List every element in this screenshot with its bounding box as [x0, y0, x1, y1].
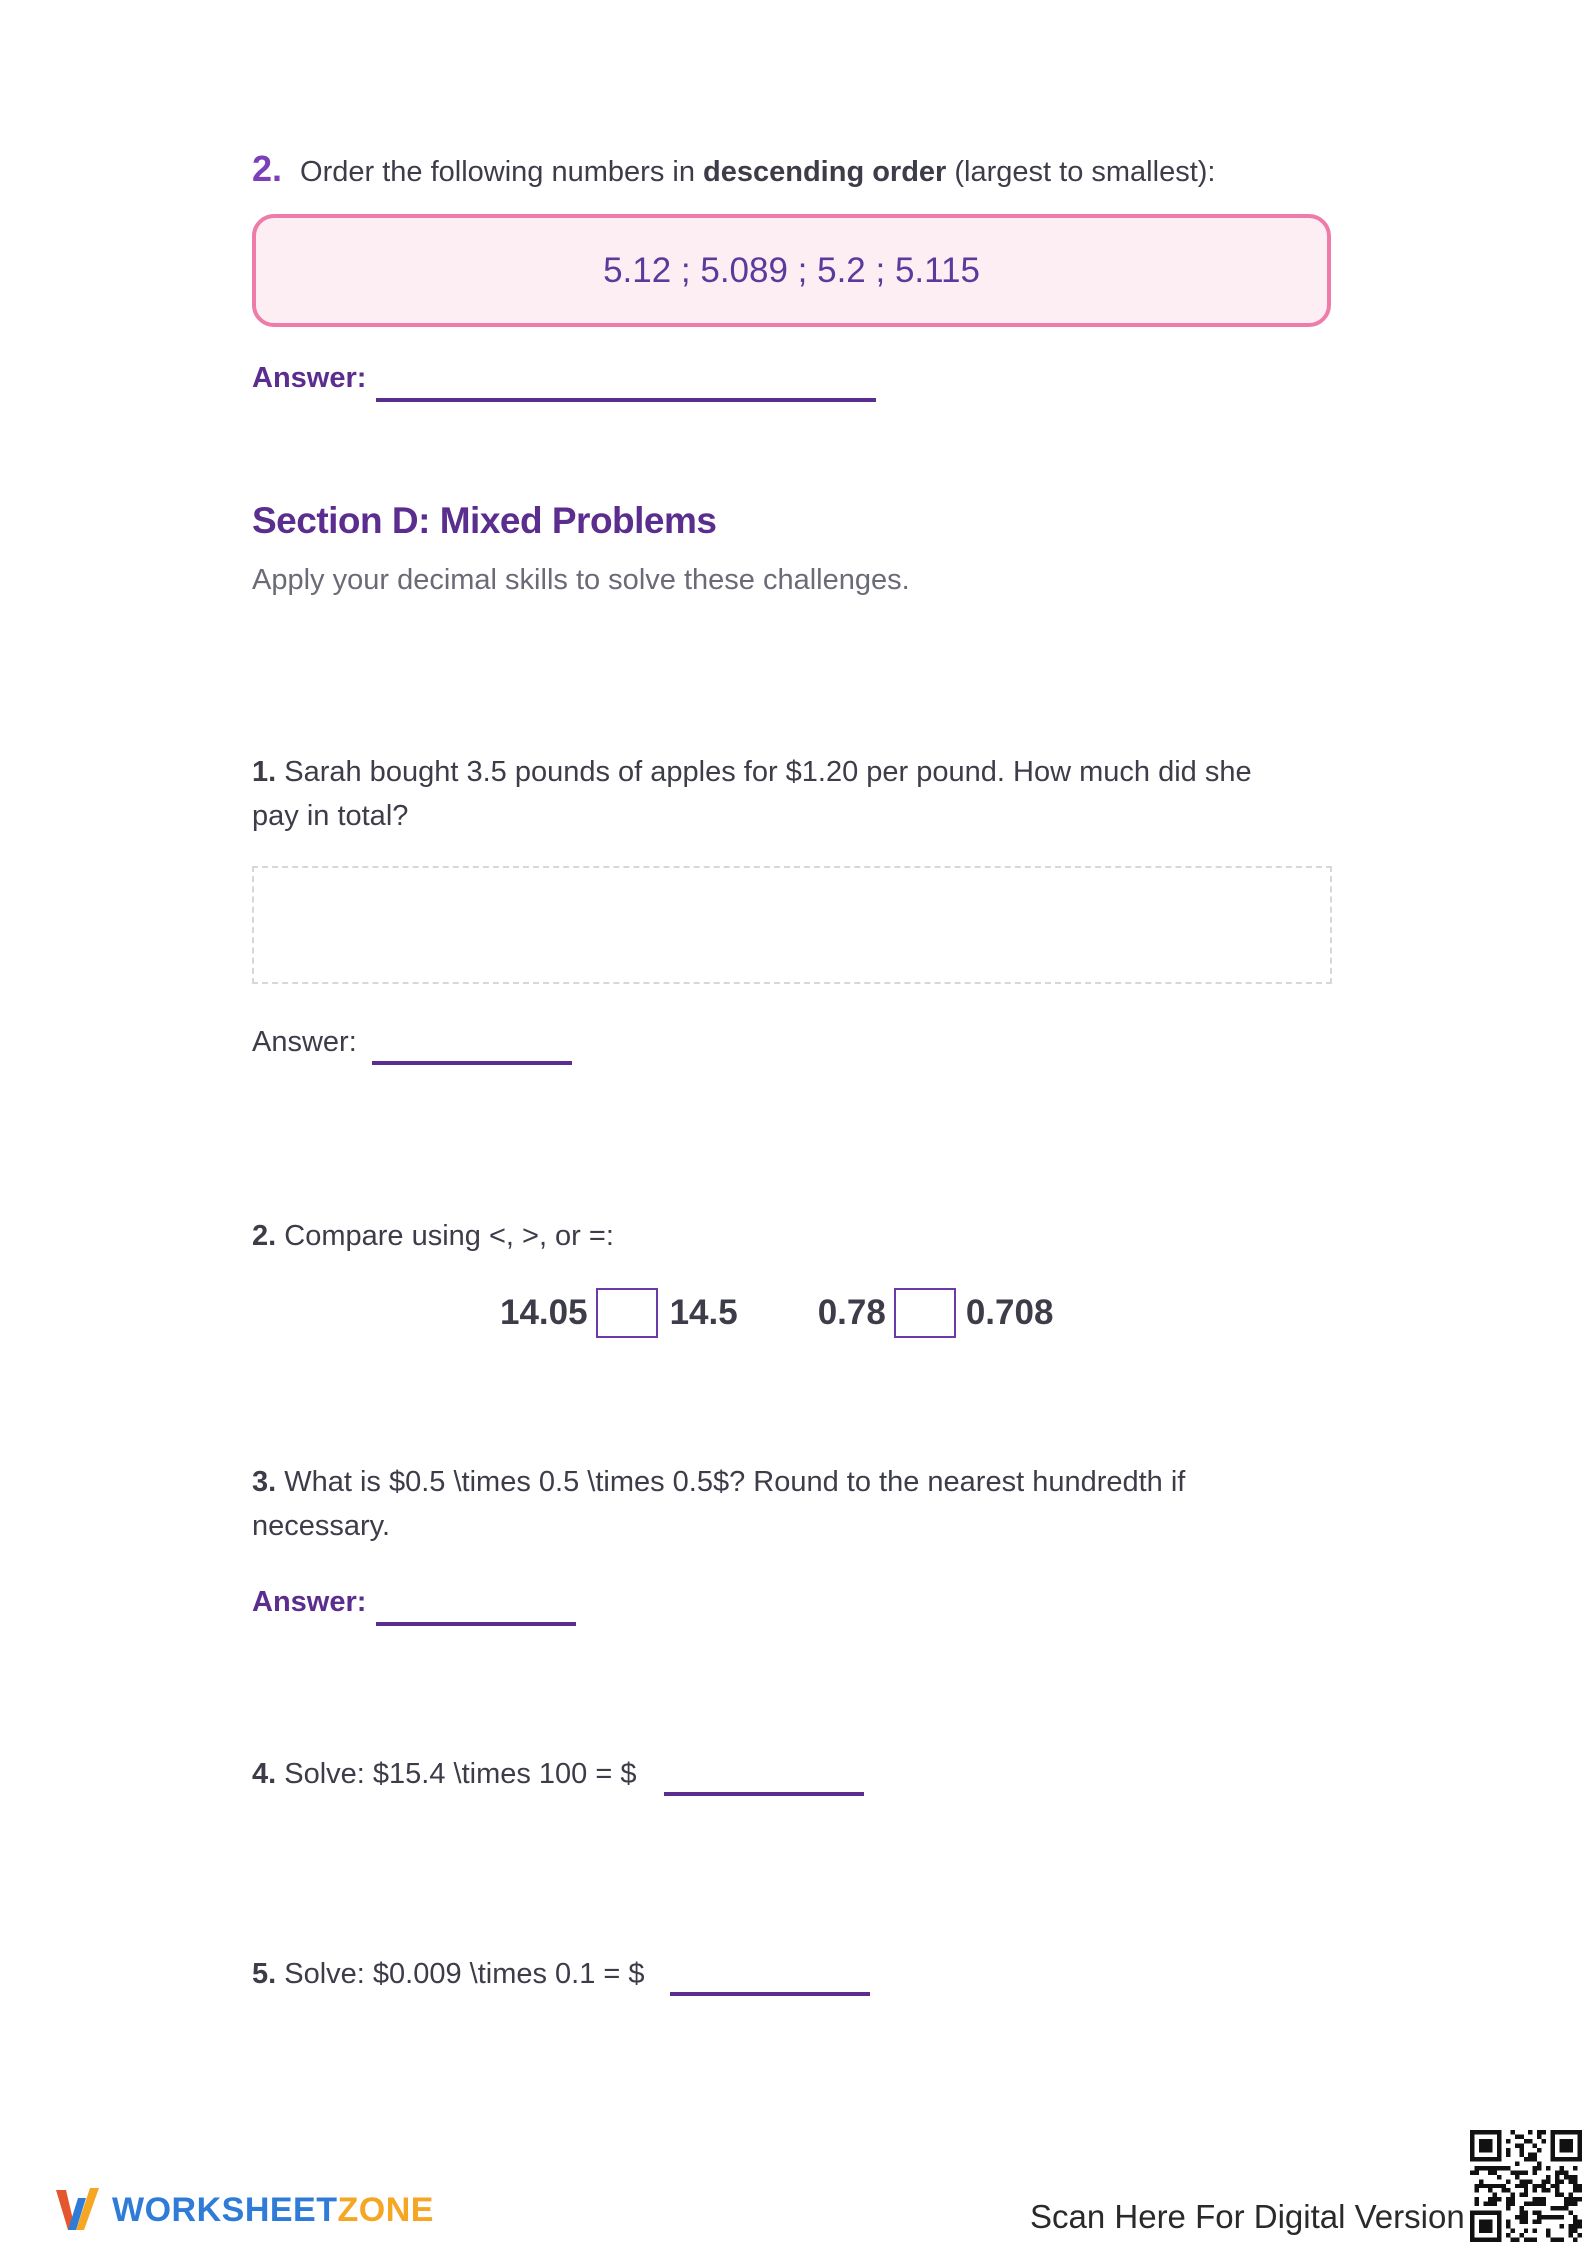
problem-4 [252, 1752, 637, 1796]
problem-2 [252, 1214, 614, 1258]
qr-code-graphic [1470, 2130, 1582, 2242]
problem-number: 3. [252, 1466, 277, 1498]
qr-code-icon[interactable] [1470, 2130, 1582, 2247]
compare-left-2: 0.78 [817, 1293, 886, 1332]
problem-1 [252, 750, 1352, 838]
problem-text: Solve: $0.009 \times 0.1 = $ [276, 1958, 645, 1990]
question-number: 2. [252, 148, 283, 189]
work-area[interactable] [252, 866, 1332, 984]
section-title: Section D: Mixed Problems [252, 500, 717, 541]
problem-number: 5. [252, 1958, 277, 1990]
compare-answer-box-1[interactable] [596, 1288, 658, 1338]
compare-left-1: 14.05 [500, 1293, 588, 1332]
problem-3-line-1 [252, 1460, 1352, 1504]
problem-5 [252, 1952, 645, 1996]
compare-answer-box-2[interactable] [894, 1288, 956, 1338]
answer-line[interactable] [670, 1992, 870, 1996]
brand-logo [54, 2184, 434, 2236]
answer-label: Answer: [252, 362, 367, 394]
problem-number: 2. [252, 1220, 277, 1252]
problem-text: Compare using <, >, or =: [276, 1220, 614, 1252]
problem-number: 4. [252, 1758, 277, 1790]
problem-text: Sarah bought 3.5 pounds of apples for $1.20 per pound. How much did she [276, 756, 1252, 788]
question-text-bold: descending order [703, 156, 947, 188]
brand-name-part-1: WORKSHEET [112, 2190, 338, 2229]
answer-line[interactable] [376, 1622, 576, 1626]
answer-label: Answer: [252, 1026, 357, 1058]
numbers-box [252, 214, 1331, 327]
answer-line[interactable] [376, 398, 876, 402]
numbers-list: 5.12 ; 5.089 ; 5.2 ; 5.115 [603, 250, 980, 290]
problem-text: What is $0.5 \times 0.5 \times 0.5$? Round to the nearest hundredth if [276, 1466, 1186, 1498]
problem-1-line-1 [252, 750, 1352, 794]
question-order-heading [252, 148, 1215, 194]
scan-label: Scan Here For Digital Version [1030, 2198, 1465, 2235]
brand-name [112, 2191, 434, 2230]
problem-3 [252, 1460, 1352, 1548]
compare-right-1: 14.5 [669, 1293, 738, 1332]
problem-text-continued: necessary. [252, 1510, 391, 1542]
question-text-start: Order the following numbers in [300, 156, 704, 188]
compare-row [500, 1288, 1053, 1338]
question-text [300, 150, 1215, 194]
problem-text-continued: pay in total? [252, 800, 409, 832]
brand-name-part-2: ZONE [337, 2190, 434, 2229]
question-text-end: (largest to smallest): [946, 156, 1216, 188]
answer-line[interactable] [664, 1792, 864, 1796]
worksheetzone-logo-icon [54, 2184, 100, 2236]
compare-right-2: 0.708 [965, 1293, 1054, 1332]
problem-text: Solve: $15.4 \times 100 = $ [276, 1758, 637, 1790]
answer-label: Answer: [252, 1586, 367, 1618]
section-subtitle: Apply your decimal skills to solve these challenges. [252, 564, 910, 596]
problem-number: 1. [252, 756, 277, 788]
answer-line[interactable] [372, 1061, 572, 1065]
